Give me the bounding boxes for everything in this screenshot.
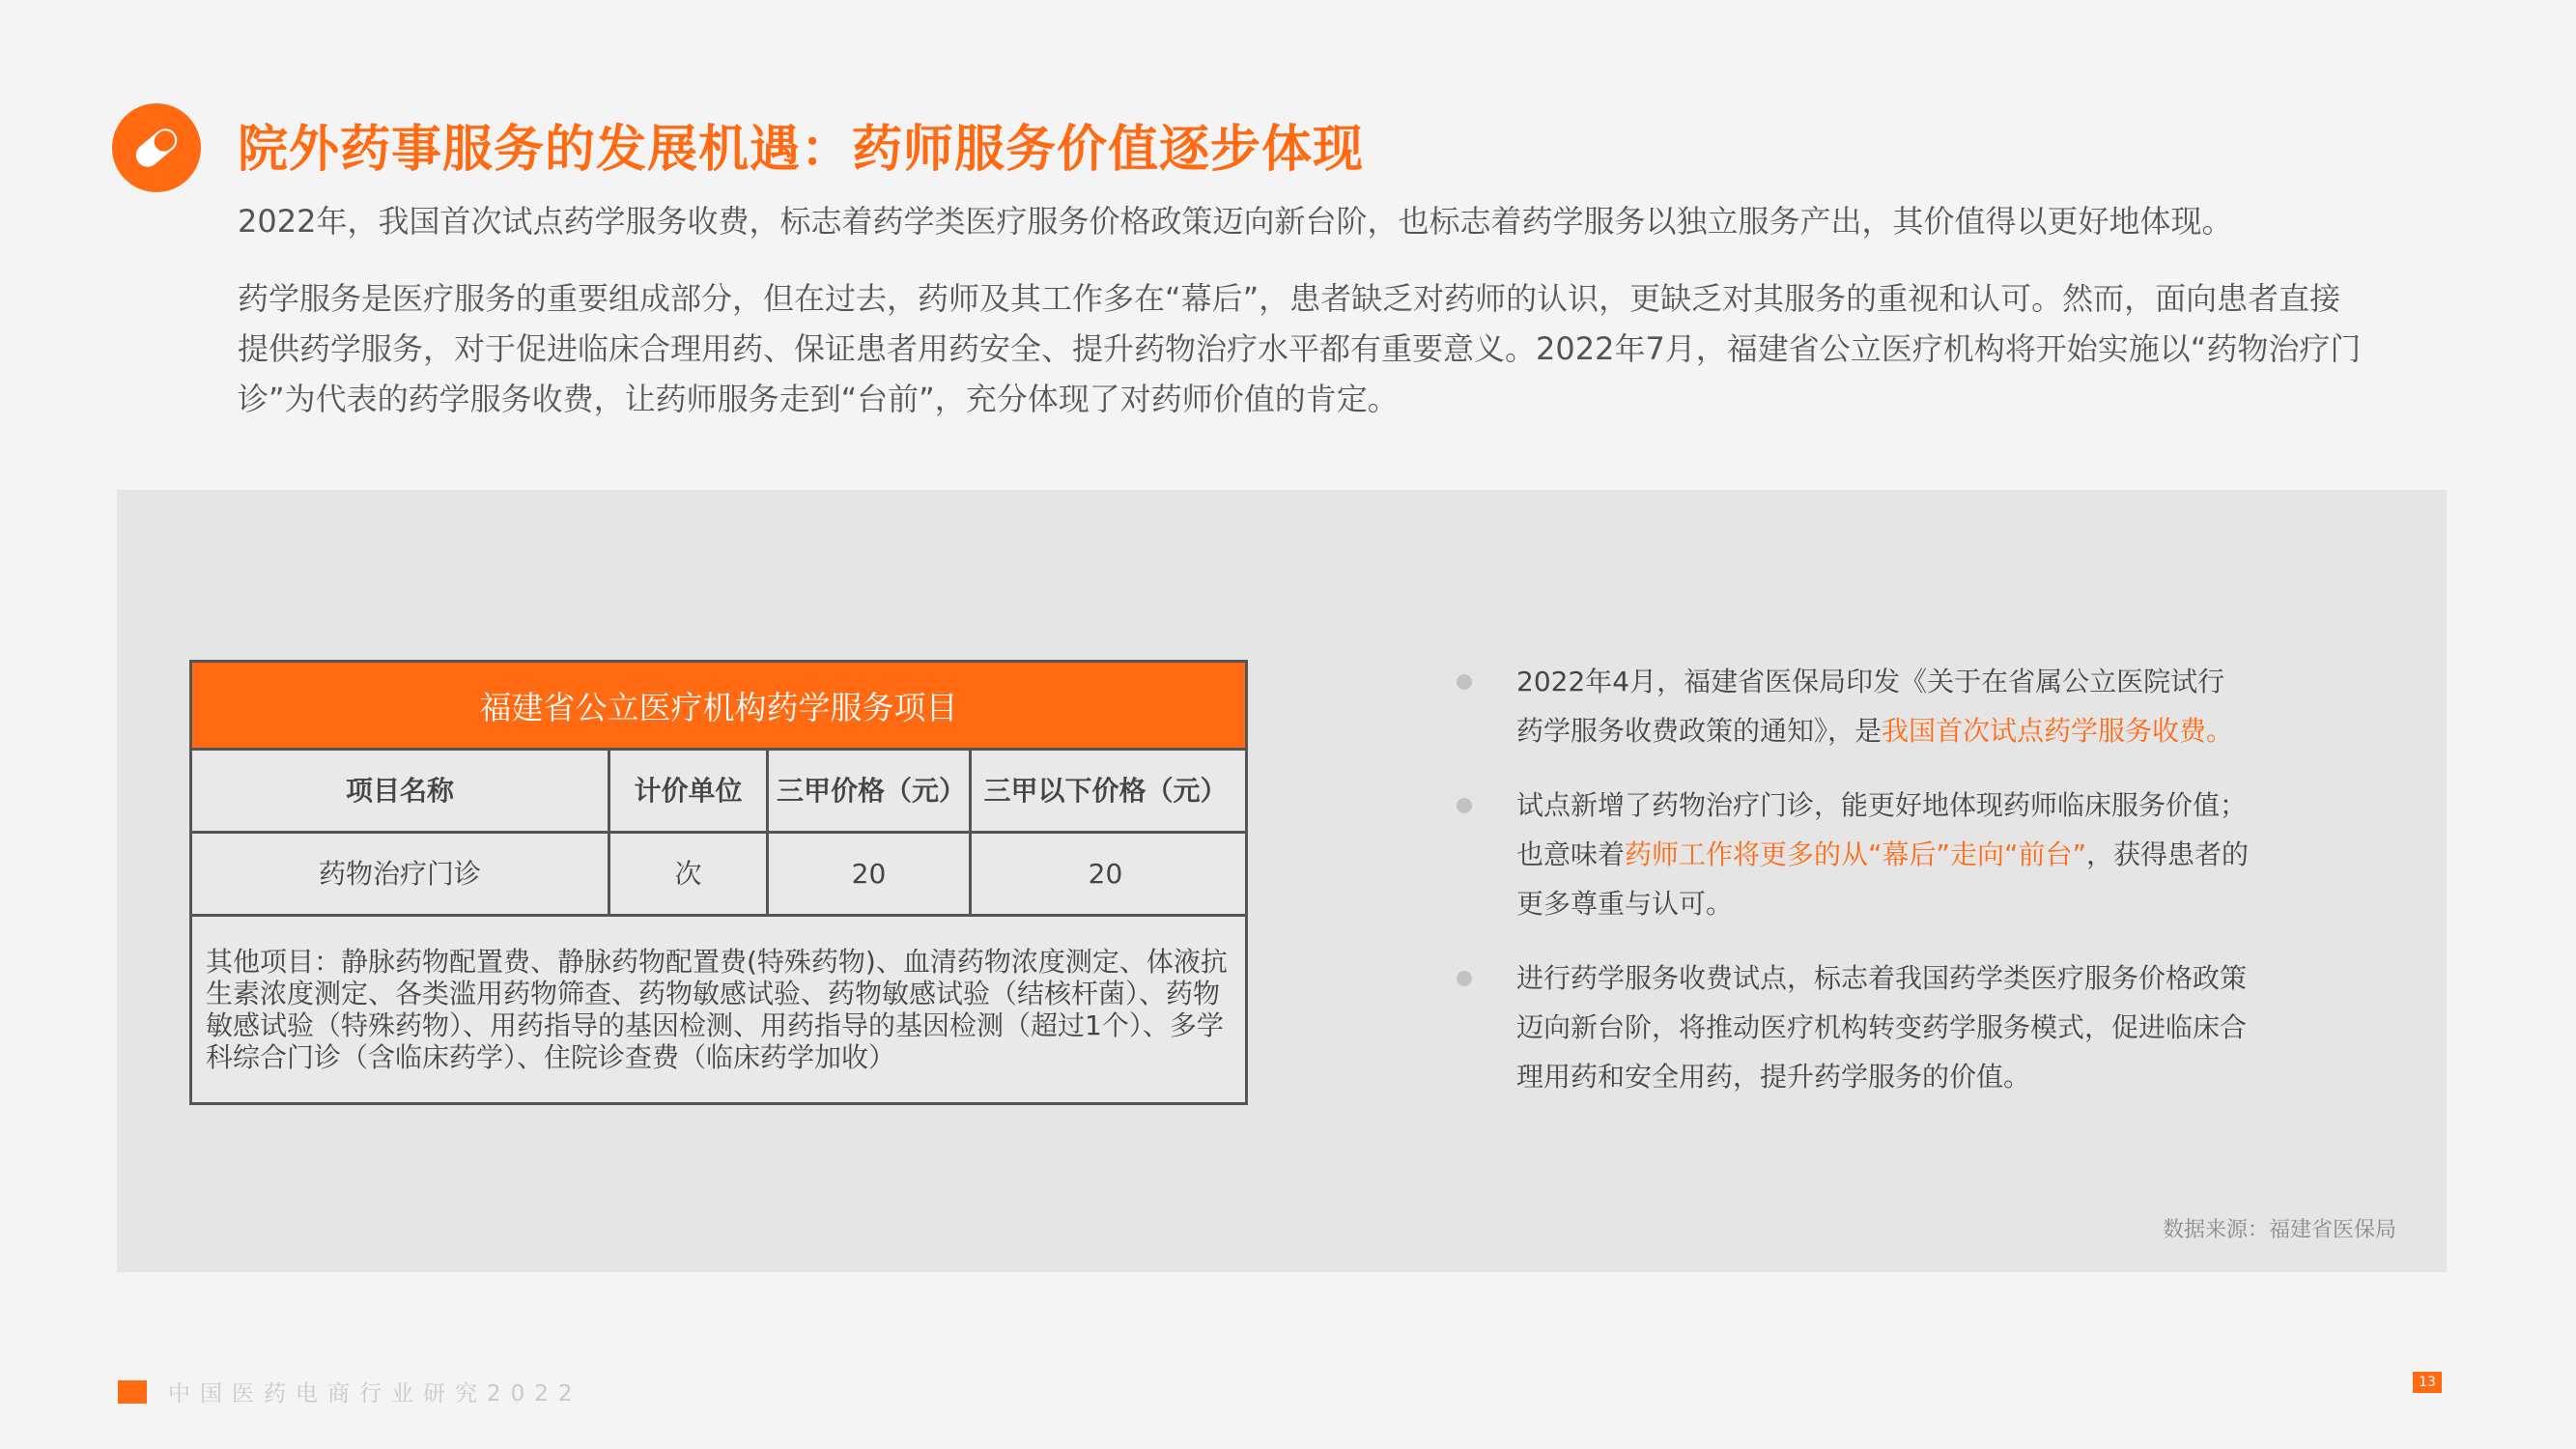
footer-text: 中国医药电商行业研究2022 (168, 1381, 582, 1406)
column-header: 三甲以下价格（元） (969, 751, 1239, 831)
table-title: 福建省公立医疗机构药学服务项目 (192, 663, 1245, 748)
list-item (1449, 657, 2250, 755)
footer-marker (118, 1380, 147, 1404)
bullet-dot-icon (1457, 674, 1472, 690)
bullet-list (1449, 657, 2250, 1126)
bullet-dot-icon (1457, 798, 1472, 813)
column-header: 计价单位 (608, 751, 766, 831)
list-item (1449, 953, 2250, 1101)
bullet-text: 2022年4月，福建省医保局印发《关于在省属公立医院试行药学服务收费政策的通知》，是 (1516, 666, 2225, 747)
data-source: 数据来源：福建省医保局 (2162, 1218, 2396, 1242)
bullet-tail: ，获得患者的更多尊重与认可。 (1516, 838, 2250, 920)
table-cell: 药物治疗门诊 (318, 857, 481, 890)
table-row (192, 831, 1245, 914)
bullet-text: 进行药学服务收费试点，标志着我国药学类医疗服务价格政策迈向新台阶，将推动医疗机构转变药学服务模式，促进临床合理用药和安全用药，提升药学服务的价值。 (1516, 962, 2248, 1093)
pharmacy-service-table (189, 660, 1248, 1105)
intro-paragraph: 2022年，我国首次试点药学服务收费，标志着药学类医疗服务价格政策迈向新台阶，也标志着药学服务以独立服务产出，其价值得以更好地体现。 (238, 203, 2233, 240)
column-header: 项目名称 (345, 774, 454, 807)
table-cell: 20 (766, 834, 969, 914)
column-header: 三甲价格（元） (766, 751, 969, 831)
table-header-row (192, 748, 1245, 831)
bullet-highlight: 药师工作将更多的从“幕后”走向“前台” (1625, 838, 2087, 870)
body-paragraph: 药学服务是医疗服务的重要组成部分，但在过去，药师及其工作多在“幕后”，患者缺乏对药师的认识，更缺乏对其服务的重视和认可。然而，面向患者直接提供药学服务，对于促进临床合理用药、保证患者用药安全、提升药物治疗水平都有重要意义。2022年7月，福建省公立医疗机构将开始实施以“药物治疗门诊”为代表的药学服务收费，让药师服务走到“台前”，充分体现了对药师价值的肯定。 (238, 280, 2362, 417)
bullet-text: 试点新增了药物治疗门诊，能更好地体现药师临床服务价值；也意味着 (1516, 789, 2248, 870)
table-cell: 次 (608, 834, 766, 914)
page-number: 13 (2413, 1372, 2442, 1393)
list-item (1449, 781, 2250, 928)
bullet-highlight: 我国首次试点药学服务收费。 (1882, 715, 2234, 747)
table-cell: 20 (969, 834, 1239, 914)
pill-icon (112, 103, 201, 192)
table-note: 其他项目：静脉药物配置费、静脉药物配置费(特殊药物)、血清药物浓度测定、体液抗生素浓度测定、各类滥用药物筛查、药物敏感试验、药物敏感试验（结核杆菌）、药物敏感试验（特殊药物）、用药指导的基因检测、用药指导的基因检测（超过1个）、多学科综合门诊（含临床药学）、住院诊查费（临床药学加收） (192, 914, 1245, 1102)
page-title: 院外药事服务的发展机遇：药师服务价值逐步体现 (238, 121, 1365, 179)
bullet-dot-icon (1457, 971, 1472, 986)
